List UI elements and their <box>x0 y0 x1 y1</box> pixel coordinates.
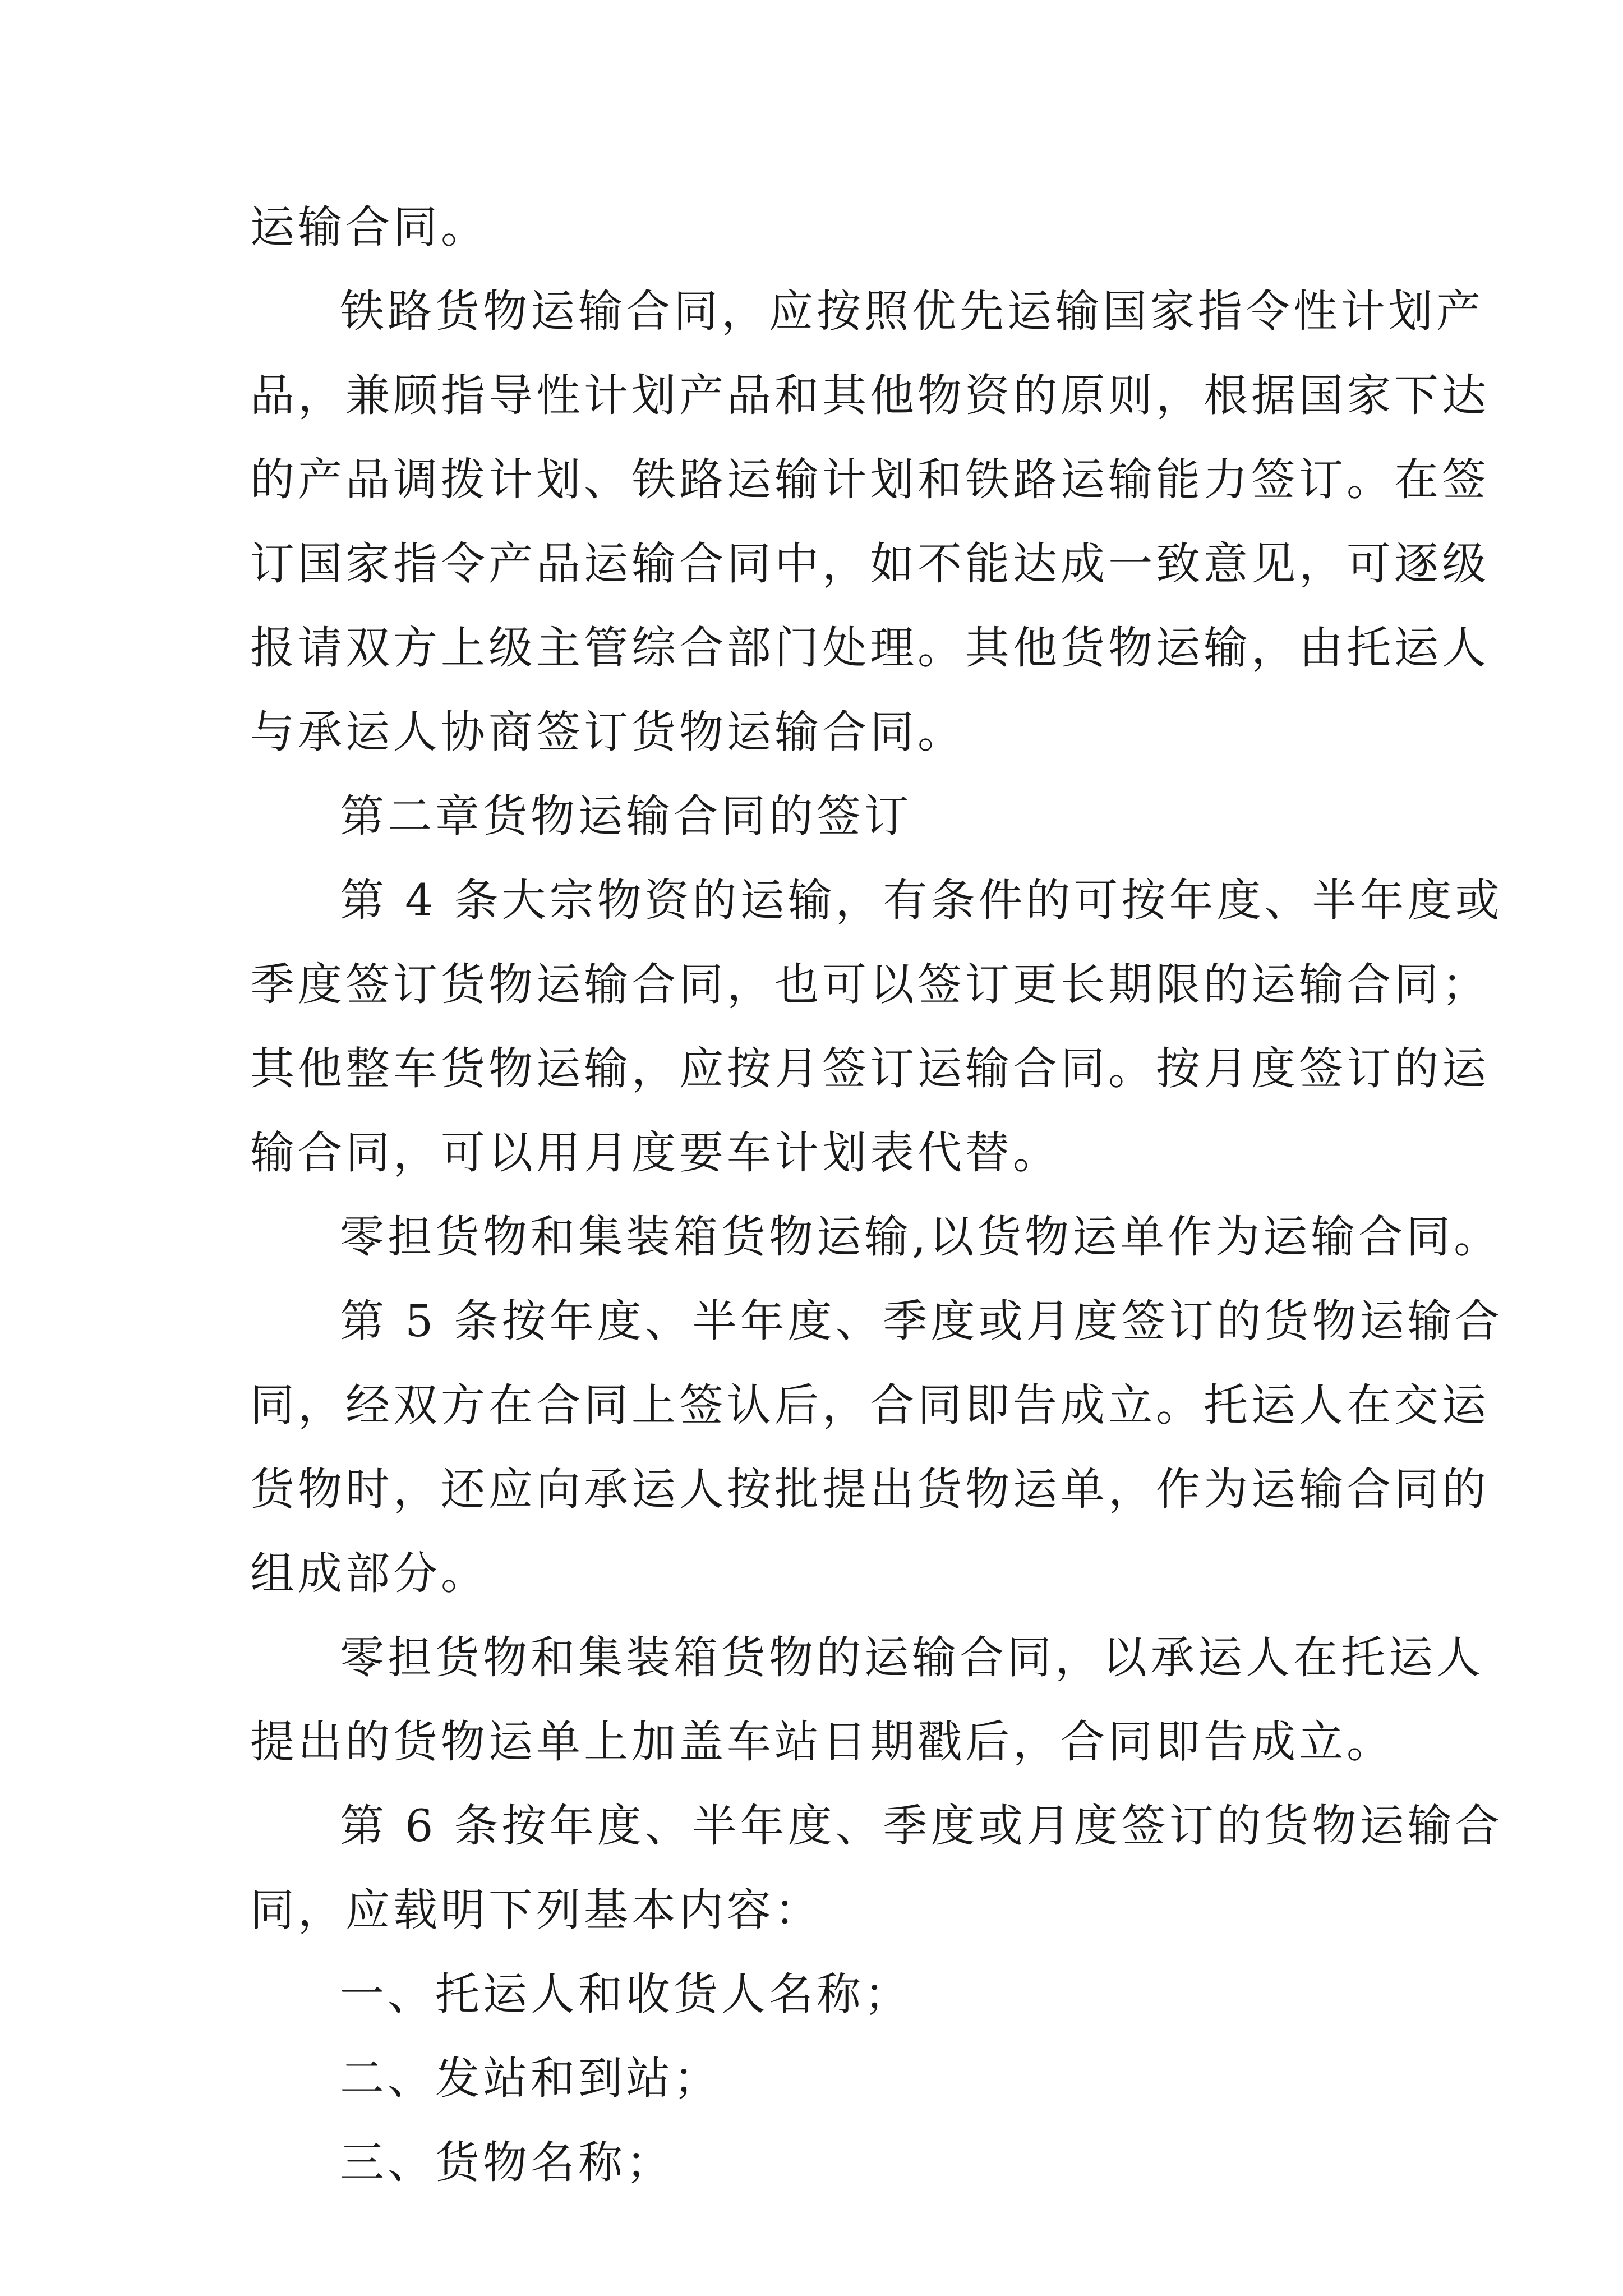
text-line: 输合同，可以用月度要车计划表代替。 <box>250 1127 1061 1179</box>
text-line: 订国家指令产品运输合同中，如不能达成一致意见，可逐级 <box>250 538 1490 590</box>
text-line: 铁路货物运输合同，应按照优先运输国家指令性计划产 <box>340 286 1484 337</box>
text-line: 零担货物和集装箱货物运输,以货物运单作为运输合同。 <box>340 1211 1502 1263</box>
text-line: 第 6 条按年度、半年度、季度或月度签订的货物运输合 <box>340 1800 1503 1852</box>
text-line: 零担货物和集装箱货物的运输合同，以承运人在托运人 <box>340 1632 1484 1683</box>
text-line: 的产品调拨计划、铁路运输计划和铁路运输能力签订。在签 <box>250 454 1490 505</box>
text-line: 第 4 条大宗物资的运输，有条件的可按年度、半年度或 <box>340 875 1503 926</box>
text-line: 其他整车货物运输，应按月签订运输合同。按月度签订的运 <box>250 1043 1490 1094</box>
list-item: 三、货物名称； <box>340 2137 674 2188</box>
text-line: 组成部分。 <box>250 1548 488 1599</box>
text-line: 运输合同。 <box>250 201 488 253</box>
text-line: 同，应载明下列基本内容： <box>250 1884 822 1936</box>
chapter-heading: 第二章货物运输合同的签订 <box>340 790 912 842</box>
text-line: 品，兼顾指导性计划产品和其他物资的原则，根据国家下达 <box>250 370 1490 421</box>
text-line: 提出的货物运单上加盖车站日期戳后，合同即告成立。 <box>250 1716 1394 1768</box>
text-line: 货物时，还应向承运人按批提出货物运单，作为运输合同的 <box>250 1464 1490 1515</box>
text-line: 季度签订货物运输合同，也可以签订更长期限的运输合同； <box>250 959 1490 1010</box>
list-item: 二、发站和到站； <box>340 2053 721 2104</box>
text-line: 报请双方上级主管综合部门处理。其他货物运输，由托运人 <box>250 622 1490 674</box>
text-line: 第 5 条按年度、半年度、季度或月度签订的货物运输合 <box>340 1295 1503 1347</box>
text-line: 与承运人协商签订货物运输合同。 <box>250 706 965 758</box>
document-body <box>250 185 1503 2205</box>
text-line: 同，经双方在合同上签认后，合同即告成立。托运人在交运 <box>250 1379 1490 1431</box>
list-item: 一、托运人和收货人名称； <box>340 1968 912 2020</box>
